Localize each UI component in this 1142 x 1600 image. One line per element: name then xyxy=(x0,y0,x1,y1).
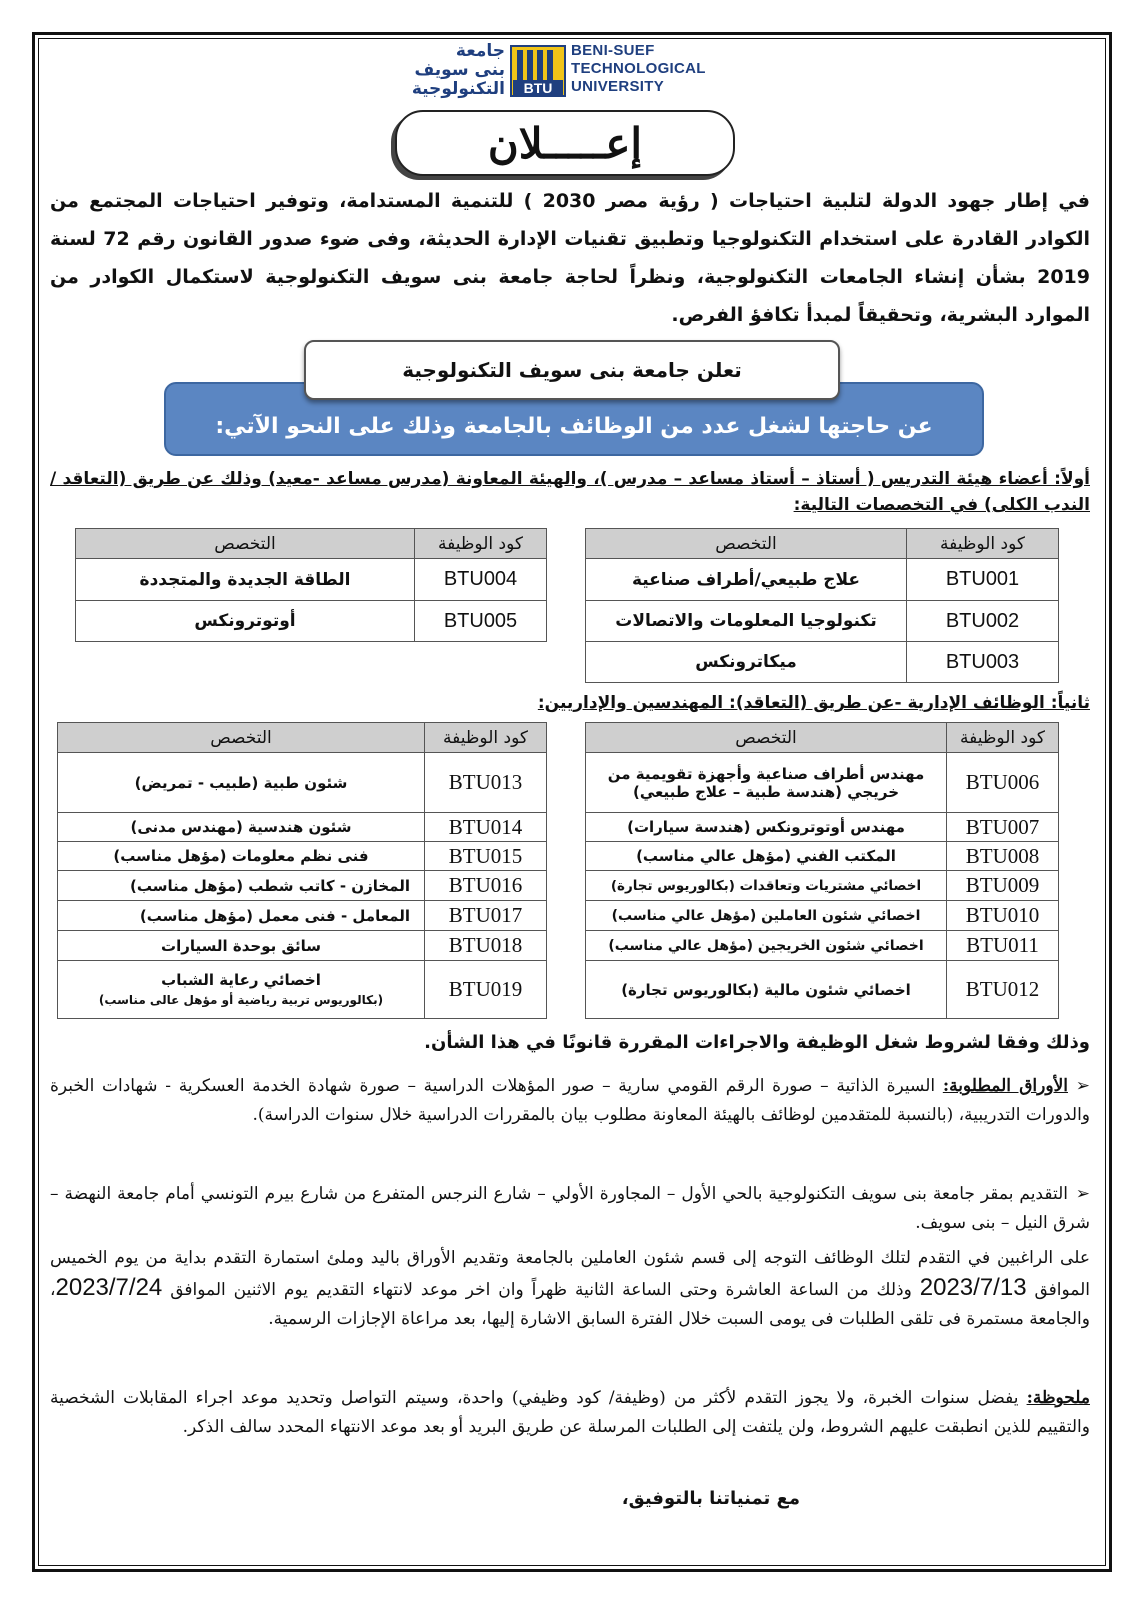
job-code: BTU017 xyxy=(425,901,547,931)
table-row xyxy=(58,813,547,842)
table-row xyxy=(58,753,547,813)
column-header-spec: التخصص xyxy=(58,723,425,753)
job-code: BTU007 xyxy=(947,813,1059,842)
table-row xyxy=(76,601,547,642)
job-code: BTU014 xyxy=(425,813,547,842)
table-row xyxy=(586,901,1059,931)
announce-title: تعلن جامعة بنى سويف التكنولوجية xyxy=(402,358,742,382)
job-code: BTU003 xyxy=(907,642,1059,683)
job-specialty: اخصائي مشتريات وتعاقدات (بكالوريوس تجارة) xyxy=(586,871,947,901)
application-address-text: التقديم بمقر جامعة بنى سويف التكنولوجية بالحي الأول – المجاورة الأولي – شارع النرجس المتفرع من شارع بيرم التونسي أمام جامعة النهضة – شرق النيل – بنى سويف. xyxy=(50,1184,1090,1233)
job-specialty: المكتب الفني (مؤهل عالي مناسب) xyxy=(586,842,947,871)
logo-mark-text: BTU xyxy=(523,80,553,96)
column-header-code: كود الوظيفة xyxy=(425,723,547,753)
note-label: ملحوظة: xyxy=(1026,1388,1090,1408)
note-paragraph xyxy=(50,1384,1090,1441)
job-code: BTU002 xyxy=(907,601,1059,642)
end-date: 2023/7/24 xyxy=(55,1274,163,1301)
intro-paragraph: في إطار جهود الدولة لتلبية احتياجات ( رؤية مصر 2030 ) للتنمية المستدامة، وتوفير احتياجات المجتمع من الكوادر القادرة على استخدام التكنولوجيا وتطبيق تقنيات الإدارة الحديثة، وفى ضوء صدور القانون رقم 72 لسنة 2019 بشأن إنشاء الجامعات التكنولوجية، ونظراً لحاجة جامعة بنى سويف التكنولوجية لاستكمال الكوادر من الموارد البشرية، وتحقيقاً لمبدأ تكافؤ الفرص. xyxy=(50,190,1090,326)
table-row xyxy=(58,842,547,871)
logo-en-line: UNIVERSITY xyxy=(571,78,665,95)
instructions-text: ، والجامعة مستمرة فى تلقى الطلبات فى يومى السبت خلال الفترة السابق الاشارة إليها، بعد مراعاة الإجازات الرسمية. xyxy=(50,1280,1090,1329)
job-code: BTU019 xyxy=(425,961,547,1019)
required-papers-paragraph xyxy=(50,1072,1090,1129)
job-code: BTU012 xyxy=(947,961,1059,1019)
section-2-right-table xyxy=(585,722,1059,1019)
table-row xyxy=(586,601,1059,642)
job-specialty: تكنولوجيا المعلومات والاتصالات xyxy=(586,601,907,642)
job-specialty xyxy=(58,961,425,1019)
table-row xyxy=(586,931,1059,961)
job-code: BTU008 xyxy=(947,842,1059,871)
table-row xyxy=(586,871,1059,901)
job-specialty: اخصائي شئون الخريجين (مؤهل عالي مناسب) xyxy=(586,931,947,961)
table-row xyxy=(586,813,1059,842)
job-specialty-sub: (بكالوريوس تربية رياضية أو مؤهل عالى مناسب) xyxy=(98,992,384,1007)
instructions-text: وذلك من الساعة العاشرة وحتى الساعة الثانية ظهراً وان اخر موعد لانتهاء التقديم يوم الاثنين الموافق xyxy=(162,1280,920,1300)
job-specialty: علاج طبيعي/أطراف صناعية xyxy=(586,559,907,601)
logo-en-line: BENI-SUEF xyxy=(571,42,655,59)
logo-ar-line: التكنولوجية xyxy=(411,79,505,99)
section-2-title: ثانياً: الوظائف الإدارية -عن طريق (التعاقد): المهندسين والإداريين: xyxy=(537,693,1090,713)
table-row xyxy=(586,961,1059,1019)
job-code: BTU004 xyxy=(415,559,547,601)
table-row xyxy=(76,559,547,601)
logo-ar-line: بنى سويف xyxy=(414,60,505,80)
job-code: BTU016 xyxy=(425,871,547,901)
start-date: 2023/7/13 xyxy=(919,1274,1027,1301)
job-specialty: سائق بوحدة السيارات xyxy=(58,931,425,961)
job-code: BTU005 xyxy=(415,601,547,642)
arrow-bullet-icon: ➢ xyxy=(1075,1184,1090,1204)
job-code: BTU010 xyxy=(947,901,1059,931)
table-row xyxy=(586,842,1059,871)
section-1-right-table xyxy=(585,528,1059,683)
btu-logo-icon xyxy=(509,42,567,100)
logo-english-name xyxy=(571,42,706,96)
table-row xyxy=(58,931,547,961)
table-row xyxy=(586,753,1059,813)
job-code: BTU015 xyxy=(425,842,547,871)
job-code: BTU018 xyxy=(425,931,547,961)
column-header-spec: التخصص xyxy=(76,529,415,559)
logo-arabic-name xyxy=(395,42,505,99)
instructions-paragraph xyxy=(50,1244,1090,1334)
column-header-code: كود الوظيفة xyxy=(907,529,1059,559)
table-row xyxy=(586,642,1059,683)
job-specialty: اخصائي شئون مالية (بكالوريوس تجارة) xyxy=(586,961,947,1019)
logo-ar-line: جامعة xyxy=(455,41,505,61)
job-specialty: مهندس أوتوترونكس (هندسة سيارات) xyxy=(586,813,947,842)
announce-title-box xyxy=(304,340,840,400)
note-text: يفضل سنوات الخبرة، ولا يجوز التقدم لأكثر من (وظيفة/ كود وظيفي) واحدة، وسيتم التواصل وتحديد موعد اجراء المقابلات الشخصية والتقييم للذين انطبقت عليهم الشروط، ولن يلتفت إلى الطلبات المرسلة عن طريق البريد أو بعد موعد الانتهاء المحدد سالف الذكر. xyxy=(50,1388,1090,1437)
job-specialty: شئون طبية (طبيب - تمريض) xyxy=(58,753,425,813)
closing-wish: مع تمنياتنا بالتوفيق، xyxy=(621,1488,800,1509)
column-header-spec: التخصص xyxy=(586,723,947,753)
arrow-bullet-icon: ➢ xyxy=(1075,1076,1090,1096)
section-2-left-table xyxy=(57,722,547,1019)
job-specialty-main: اخصائي رعاية الشباب xyxy=(161,970,321,989)
conditions-line: وذلك وفقا لشروط شغل الوظيفة والاجراءات المقررة قانونًا في هذا الشأن. xyxy=(424,1032,1090,1053)
job-specialty: أوتوترونكس xyxy=(76,601,415,642)
table-row xyxy=(58,901,547,931)
section-1-title: أولاً: أعضاء هيئة التدريس ( أستاذ – أستاذ مساعد – مدرس )، والهيئة المعاونة (مدرس مساعد -معيد) وذلك عن طريق (التعاقد / الندب الكلى) في التخصصات التالية: xyxy=(50,469,1090,515)
job-code: BTU006 xyxy=(947,753,1059,813)
university-logo xyxy=(395,40,706,102)
required-papers-label: الأوراق المطلوبة: xyxy=(942,1076,1068,1096)
job-specialty: شئون هندسية (مهندس مدنى) xyxy=(58,813,425,842)
announce-subtitle: عن حاجتها لشغل عدد من الوظائف بالجامعة وذلك على النحو الآتي: xyxy=(215,413,933,439)
table-row xyxy=(58,961,547,1019)
column-header-code: كود الوظيفة xyxy=(415,529,547,559)
job-code: BTU009 xyxy=(947,871,1059,901)
logo-en-line: TECHNOLOGICAL xyxy=(571,60,706,77)
job-specialty: المعامل - فنى معمل (مؤهل مناسب) xyxy=(58,901,425,931)
table-row xyxy=(58,871,547,901)
job-code: BTU013 xyxy=(425,753,547,813)
table-row xyxy=(586,559,1059,601)
application-address-paragraph xyxy=(50,1180,1090,1237)
job-specialty: اخصائي شئون العاملين (مؤهل عالي مناسب) xyxy=(586,901,947,931)
column-header-spec: التخصص xyxy=(586,529,907,559)
instructions-text: على الراغبين في التقدم لتلك الوظائف التوجه إلى قسم شئون العاملين بالجامعة وتقديم الأوراق باليد وملئ استمارة التقدم بداية من يوم الخميس الموافق xyxy=(50,1248,1091,1300)
job-specialty: المخازن - كاتب شطب (مؤهل مناسب) xyxy=(58,871,425,901)
announcement-heading-box xyxy=(395,110,735,176)
job-code: BTU011 xyxy=(947,931,1059,961)
job-specialty: الطاقة الجديدة والمتجددة xyxy=(76,559,415,601)
job-specialty: ميكاترونكس xyxy=(586,642,907,683)
section-1-left-table xyxy=(75,528,547,642)
job-code: BTU001 xyxy=(907,559,1059,601)
job-specialty: فنى نظم معلومات (مؤهل مناسب) xyxy=(58,842,425,871)
column-header-code: كود الوظيفة xyxy=(947,723,1059,753)
job-specialty: مهندس أطراف صناعية وأجهزة تقويمية من خريجي (هندسة طبية – علاج طبيعي) xyxy=(586,753,947,813)
announcement-heading: إعـــــلان xyxy=(487,118,643,168)
required-papers-text: السيرة الذاتية – صورة الرقم القومي سارية – صور المؤهلات الدراسية – صورة شهادة الخدمة العسكرية - شهادات الخبرة والدورات التدريبية، (بالنسبة للمتقدمين لوظائف بالهيئة المعاونة مطلوب بيان بالمقررات الدراسية خلال سنوات الدراسة). xyxy=(50,1076,1090,1125)
